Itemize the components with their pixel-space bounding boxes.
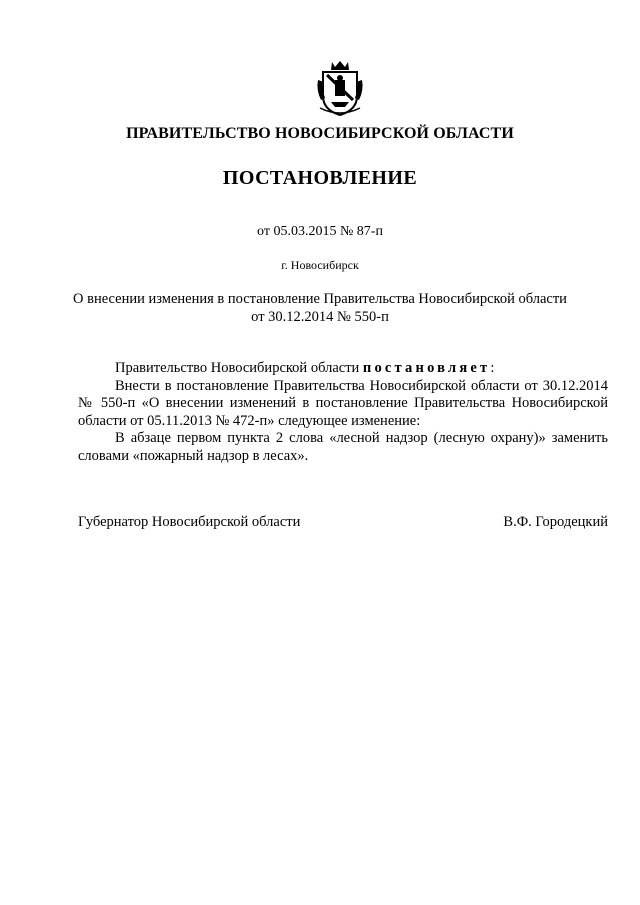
paragraph-2: В абзаце первом пункта 2 слова «лесной надзор (лесную охрану)» заменить словами «пожарный надзор в лесах».: [78, 430, 608, 464]
signature-block: [78, 514, 608, 531]
intro-prefix: Правительство Новосибирской области: [115, 360, 363, 376]
document-type-title: ПОСТАНОВЛЕНИЕ: [222, 167, 418, 189]
organization-title: ПРАВИТЕЛЬСТВО НОВОСИБИРСКОЙ ОБЛАСТИ: [126, 125, 514, 142]
paragraph-1: Внести в постановление Правительства Новосибирской области от 30.12.2014 № 550-п «О внесении изменений в постановление Правительства Новосибирской области от 05.11.2013 № 472-п» следующее изменение:: [78, 377, 608, 429]
intro-suffix: :: [490, 360, 495, 376]
document-subject: [60, 290, 580, 326]
signatory-name: В.Ф. Городецкий: [503, 514, 608, 530]
subject-line-1: О внесении изменения в постановление Правительства Новосибирской области: [73, 291, 567, 307]
intro-emphasis: постановляет: [362, 360, 491, 376]
document-city: г. Новосибирск: [281, 258, 359, 272]
document-body: [78, 360, 608, 465]
signatory-position: Губернатор Новосибирской области: [78, 514, 301, 530]
novosibirsk-coat-of-arms-icon: [315, 60, 365, 116]
document-date-number: от 05.03.2015 № 87-п: [257, 224, 383, 239]
subject-line-2: от 30.12.2014 № 550-п: [251, 309, 389, 325]
intro-paragraph: [78, 360, 608, 378]
